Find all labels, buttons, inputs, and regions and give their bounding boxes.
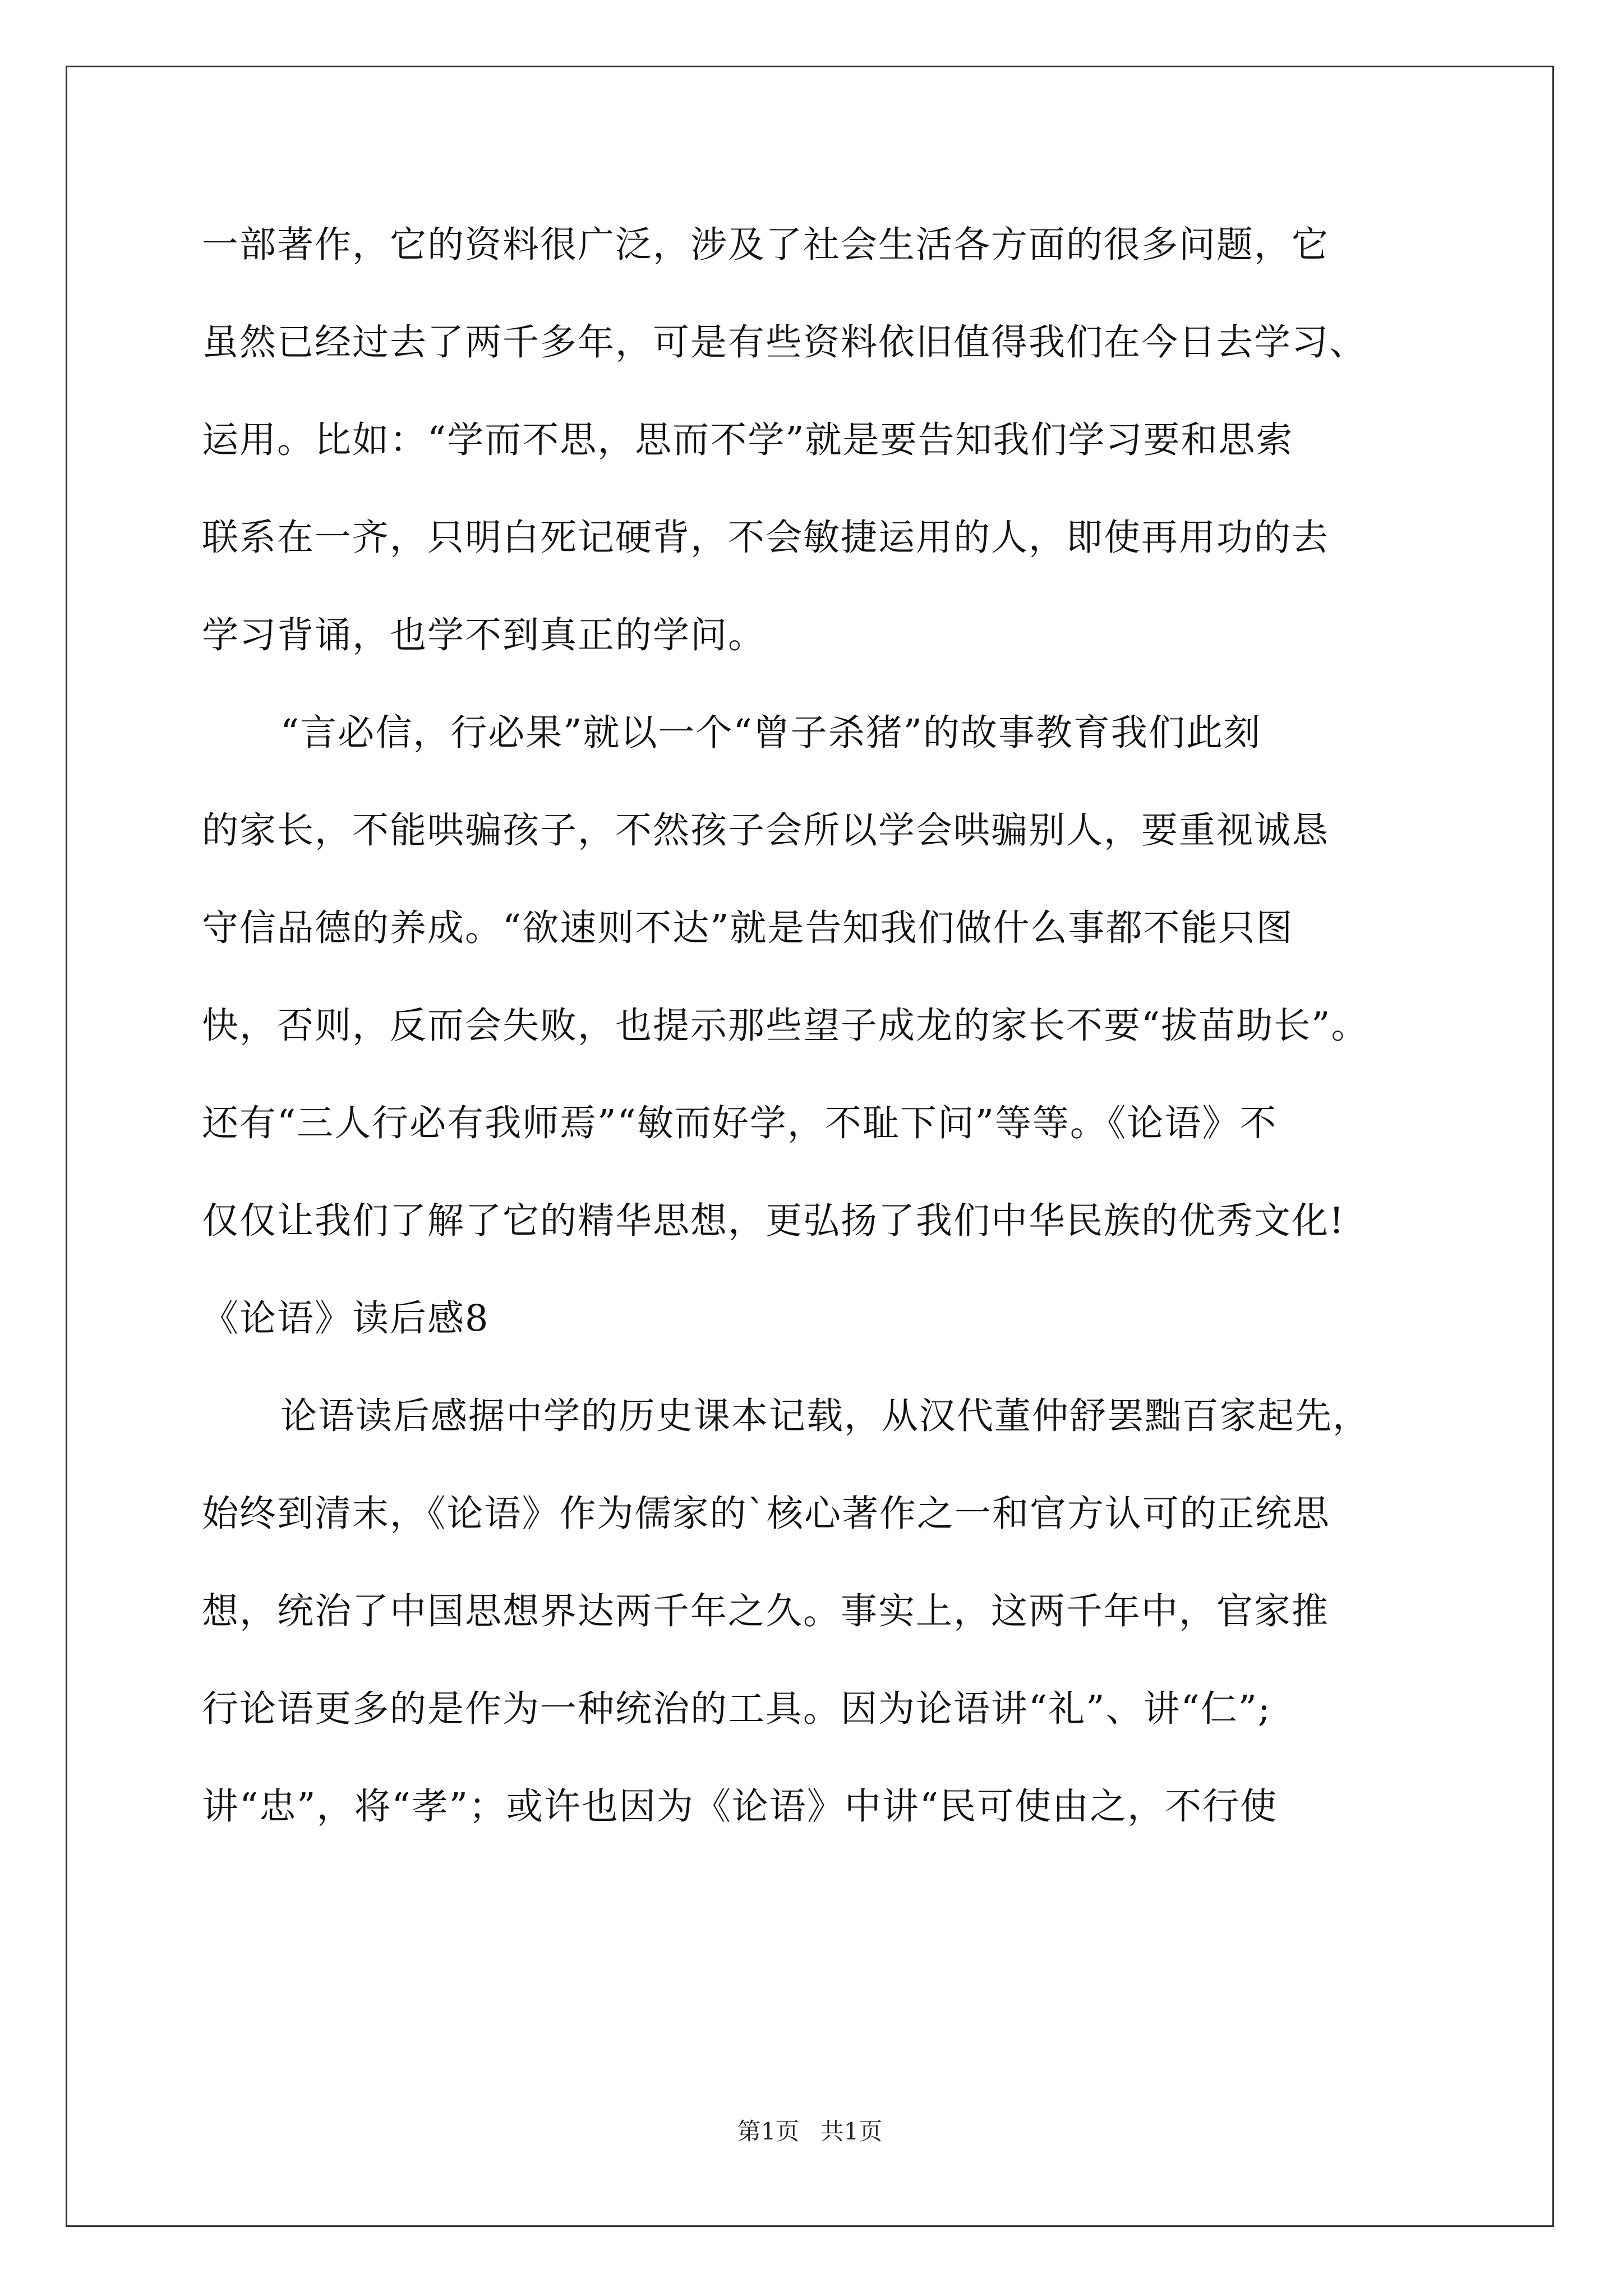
text-line: 虽然已经过去了两千多年，可是有些资料依旧值得我们在今日去学习、 (202, 321, 1367, 364)
text-line: 一部著作，它的资料很广泛，涉及了社会生活各方面的很多问题，它 (202, 224, 1330, 266)
text-line: 讲“忠”，将“孝”；或许也因为《论语》中讲“民可使由之，不行使 (202, 1786, 1278, 1828)
text-line: 联系在一齐，只明白死记硬背，不会敏捷运用的人，即使再用功的去 (202, 517, 1330, 559)
page-footer (67, 2118, 1552, 2146)
document-body (67, 67, 1552, 2225)
text-line: 快，否则，反而会失败，也提示那些望子成龙的家长不要“拔苗助长”。 (202, 1005, 1369, 1047)
text-line: 还有“三人行必有我师焉”“敏而好学，不耻下问”等等。《论语》不 (202, 1102, 1278, 1144)
text-line: 学习背诵，也学不到真正的学问。 (202, 614, 766, 656)
section-heading: 《论语》读后感8 (202, 1297, 490, 1340)
text-line: 想，统治了中国思想界达两千年之久。事实上，这两千年中，官家推 (202, 1590, 1330, 1632)
text-line: 守信品德的养成。“欲速则不达”就是告知我们做什么事都不能只图 (202, 907, 1294, 949)
text-line: 的家长，不能哄骗孩子，不然孩子会所以学会哄骗别人，要重视诚恳 (202, 809, 1330, 852)
page-number: 第1页 (737, 2118, 800, 2145)
text-line: 始终到清末，《论语》作为儒家的`核心著作之一和官方认可的正统思 (202, 1493, 1331, 1535)
total-pages: 共1页 (820, 2118, 883, 2145)
text-line: 仅仅让我们了解了它的精华思想，更弘扬了我们中华民族的优秀文化! (202, 1200, 1345, 1242)
paragraph-first-line: 论语读后感据中学的历史课本记载，从汉代董仲舒罢黜百家起先， (280, 1395, 1371, 1437)
page-frame (66, 66, 1554, 2227)
paragraph-first-line: “言必信，行必果”就以一个“曾子杀猪”的故事教育我们此刻 (280, 712, 1261, 754)
text-line: 行论语更多的是作为一种统治的工具。因为论语讲“礼”、讲“仁”; (202, 1688, 1271, 1730)
text-line: 运用。比如：“学而不思，思而不学”就是要告知我们学习要和思索 (202, 419, 1294, 461)
